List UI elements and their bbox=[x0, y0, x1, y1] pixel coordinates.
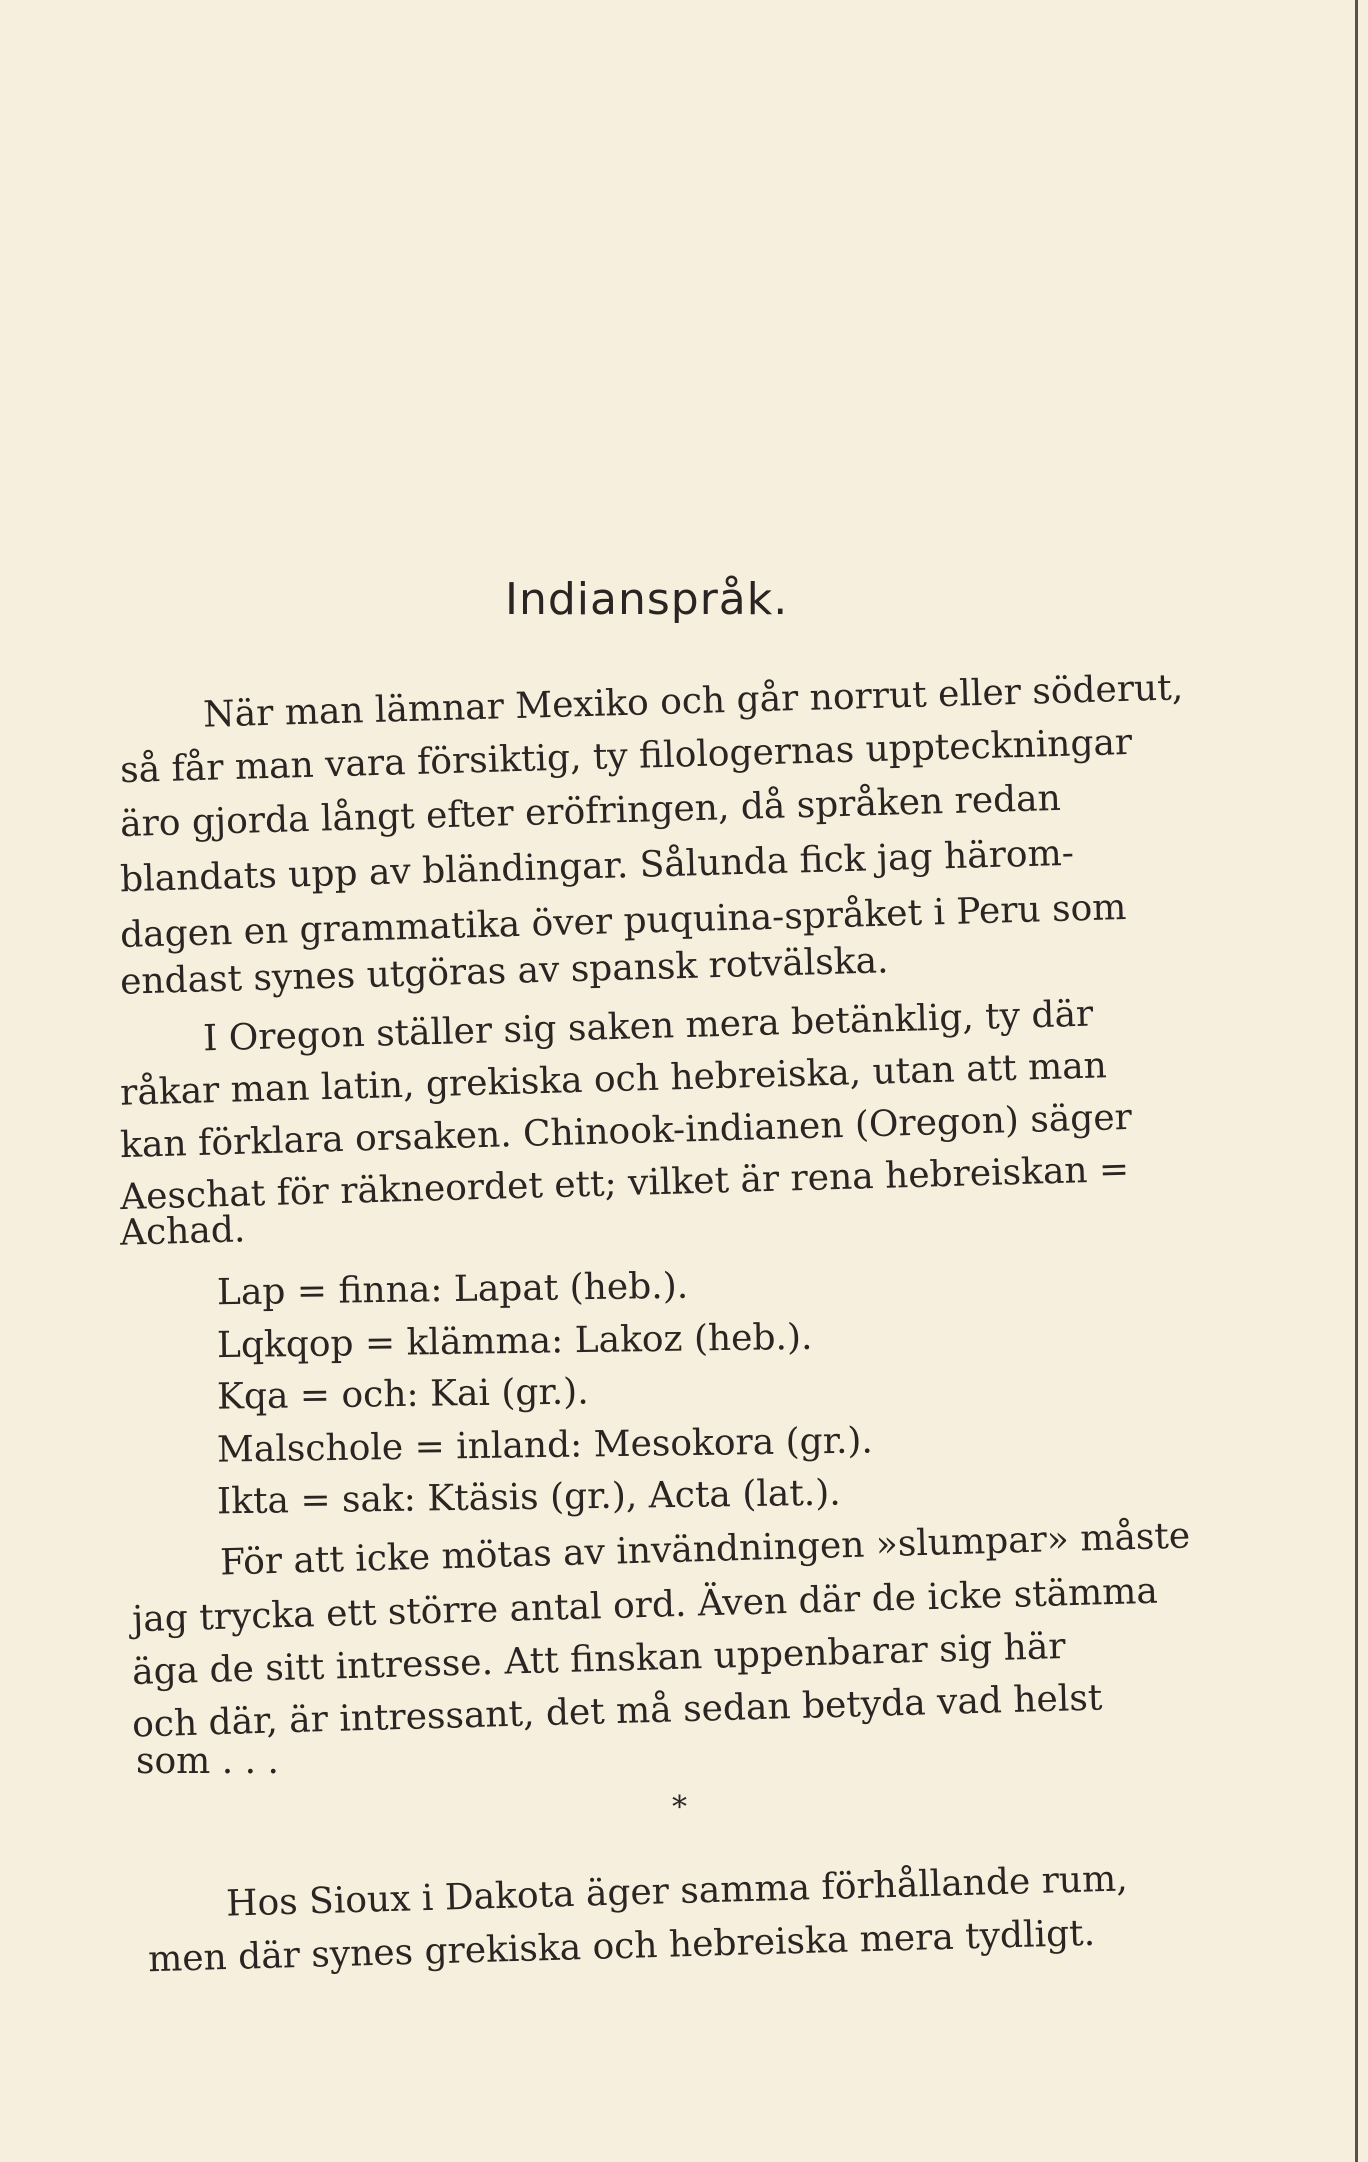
text-line: dagen en grammatika över puquina-språket i Peru som bbox=[119, 886, 1127, 957]
text-line: och där, är intressant, det må sedan betyda vad helst bbox=[131, 1677, 1103, 1746]
text-line: Hos Sioux i Dakota äger samma förhållande rum, bbox=[225, 1858, 1129, 1925]
text-line: blandats upp av bländingar. Sålunda fick jag härom- bbox=[119, 832, 1075, 901]
text-line: endast synes utgöras av spansk rotvälska. bbox=[119, 940, 889, 1003]
text-line: råkar man latin, grekiska och hebreiska, utan att man bbox=[119, 1045, 1108, 1114]
page-edge bbox=[1355, 0, 1358, 2162]
text-line: äro gjorda långt efter eröfringen, då språken redan bbox=[119, 777, 1062, 846]
word-list-item: Lap = finna: Lapat (heb.). bbox=[216, 1265, 689, 1314]
text-line: Aeschat för räkneordet ett; vilket är rena hebreiskan = bbox=[119, 1148, 1130, 1219]
text-line: När man lämnar Mexiko och går norrut eller söderut, bbox=[202, 667, 1184, 736]
text-line: så får man vara försiktig, ty filologernas uppteckningar bbox=[119, 721, 1133, 792]
section-separator: * bbox=[672, 1790, 687, 1825]
chapter-title: Indianspråk. bbox=[505, 574, 789, 625]
text-line: För att icke mötas av invändningen »slumpar» måste bbox=[219, 1515, 1191, 1584]
word-list-item: Ikta = sak: Ktäsis (gr.), Acta (lat.). bbox=[216, 1472, 841, 1523]
text-line: kan förklara orsaken. Chinook-indianen (Oregon) säger bbox=[119, 1096, 1133, 1167]
text-line: Achad. bbox=[119, 1209, 246, 1254]
text-line: som . . . bbox=[136, 1741, 279, 1782]
word-list-item: Kqa = och: Kai (gr.). bbox=[216, 1371, 589, 1418]
text-line: jag trycka ett större antal ord. Även där de icke stämma bbox=[131, 1570, 1159, 1641]
text-line: I Oregon ställer sig saken mera betänklig, ty där bbox=[202, 993, 1094, 1060]
word-list-item: Lqkqop = klämma: Lakoz (heb.). bbox=[216, 1316, 813, 1367]
word-list-item: Malschole = inland: Mesokora (gr.). bbox=[216, 1420, 874, 1471]
text-line: äga de sitt intresse. Att finskan uppenbarar sig här bbox=[131, 1625, 1067, 1694]
text-line: men där synes grekiska och hebreiska mera tydligt. bbox=[147, 1912, 1096, 1981]
